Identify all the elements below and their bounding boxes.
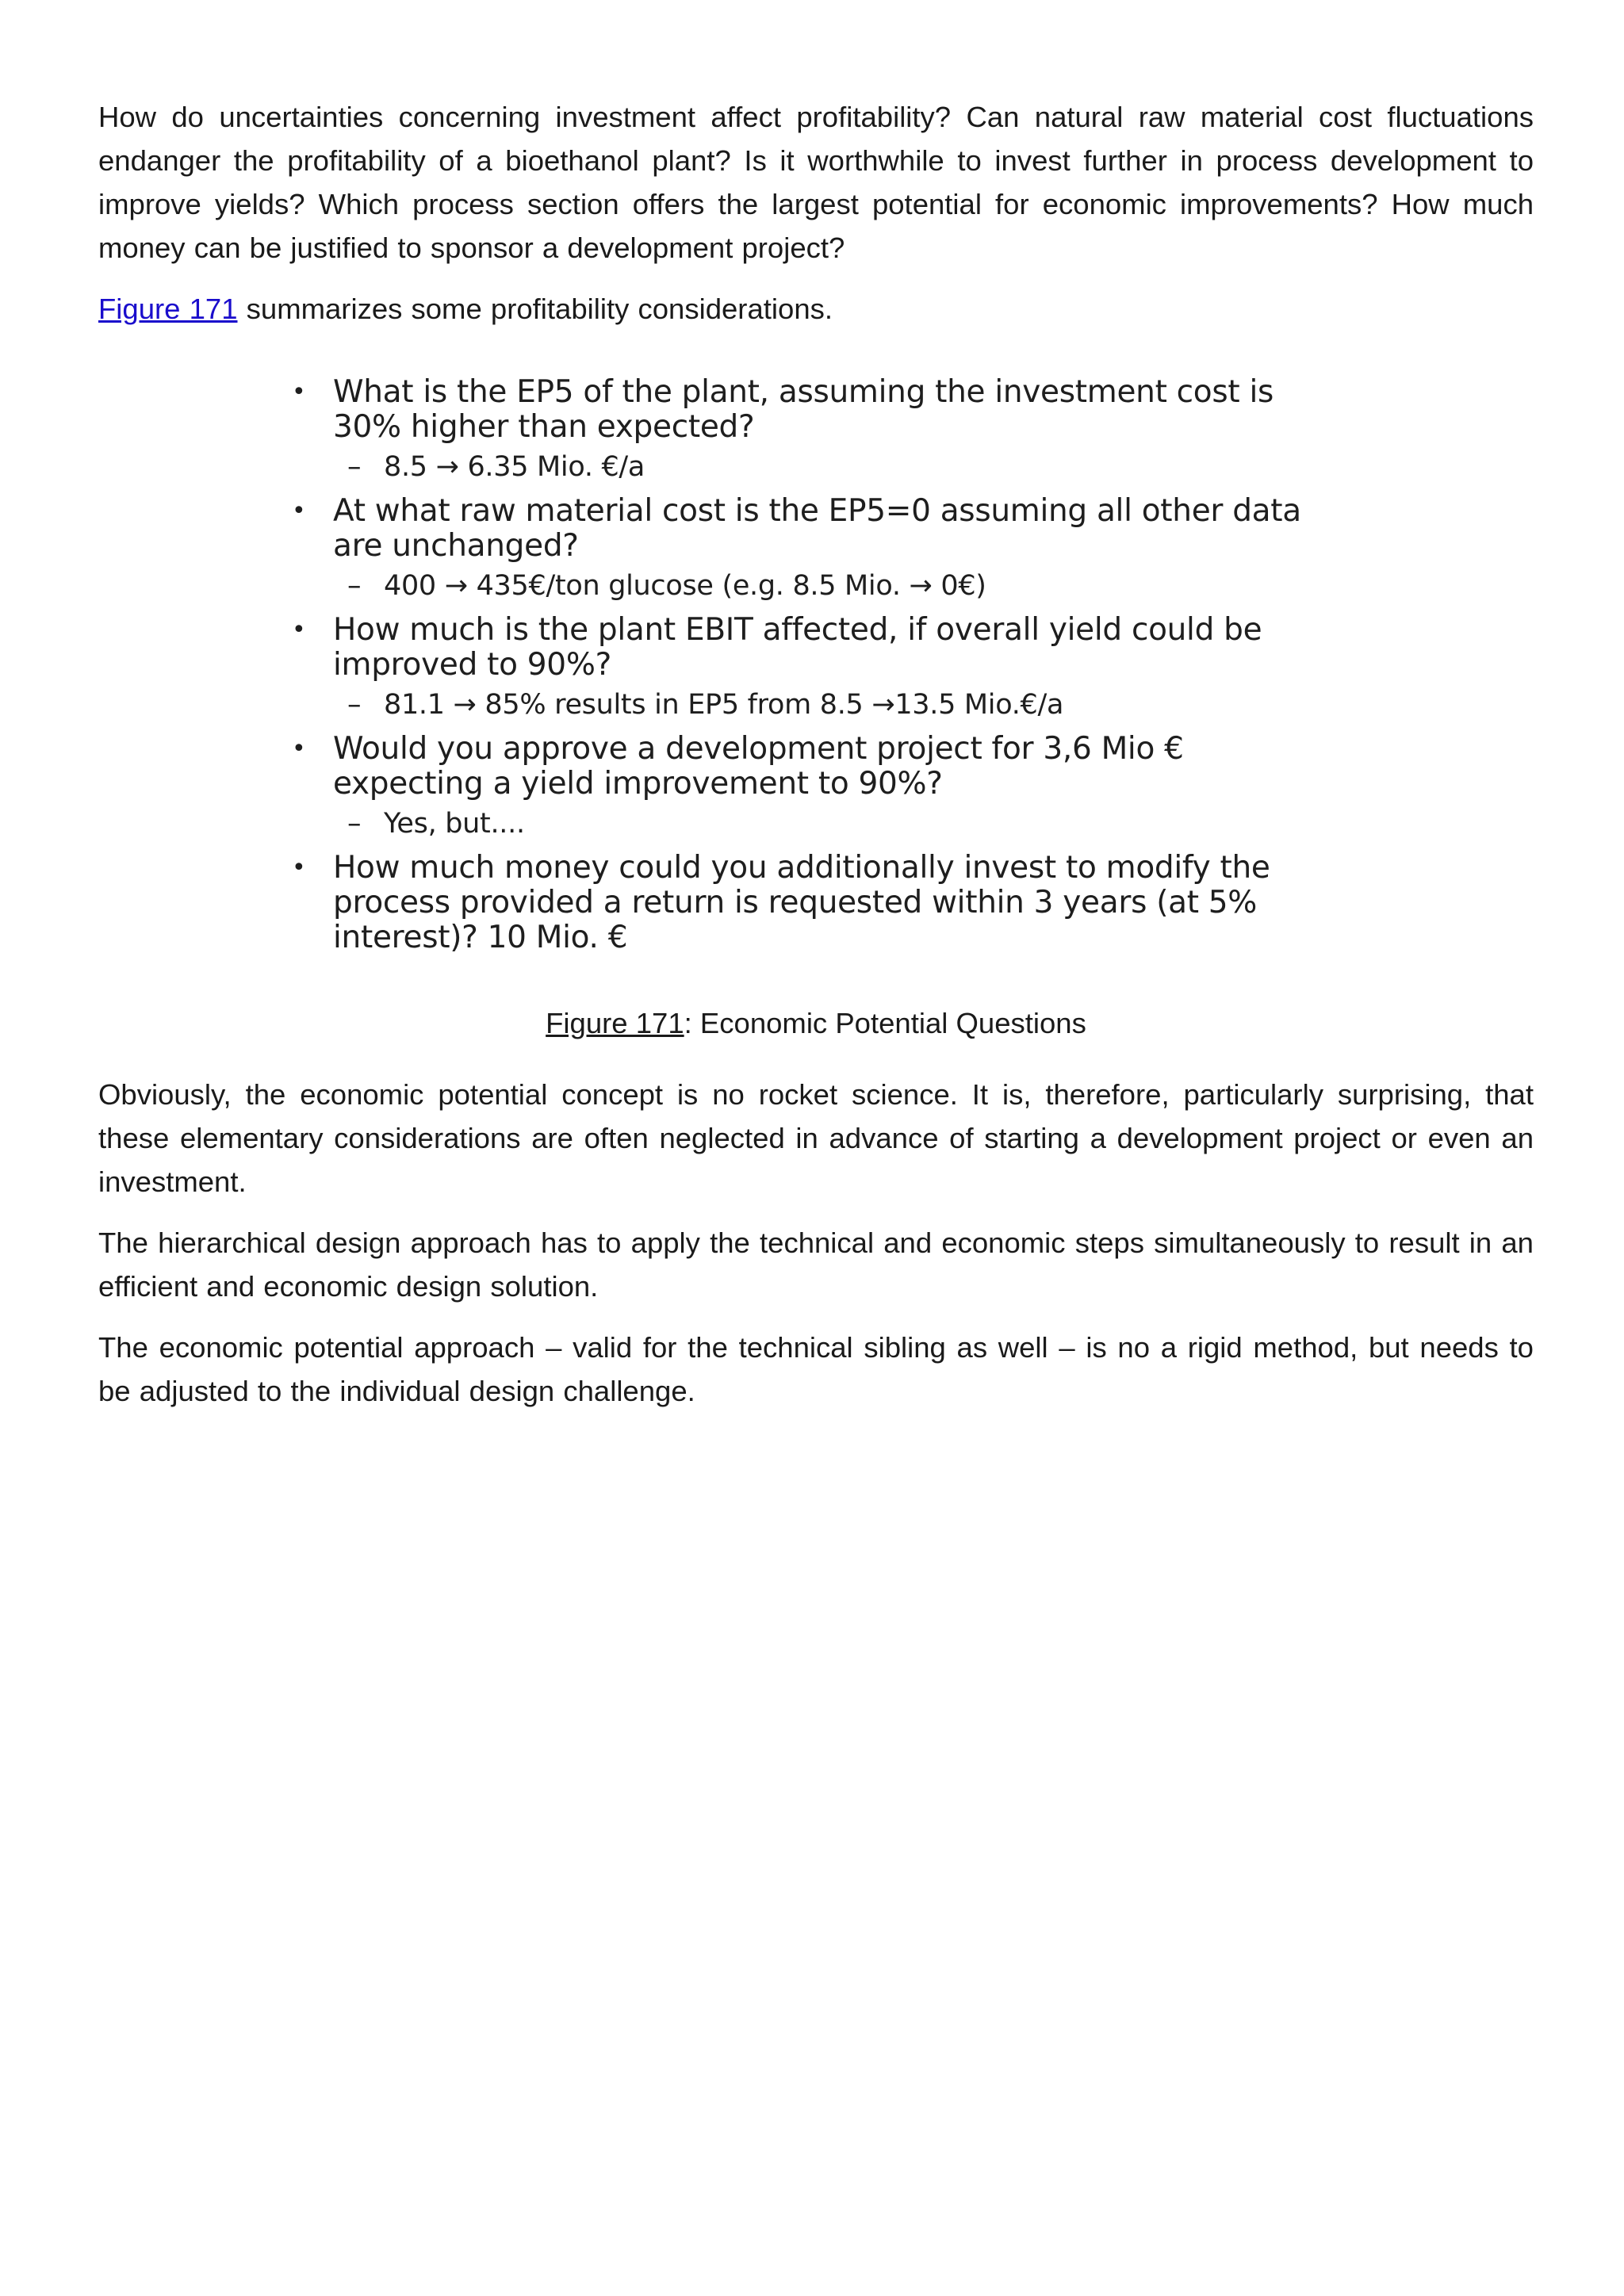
document-page <box>98 95 1534 1430</box>
figure-caption-text: : Economic Potential Questions <box>684 1007 1086 1039</box>
figure-question-5: • How much money could you additionally invest to modify the process provided a return is requested within 3 years (at 5% interest)? 10 Mio. € <box>292 850 1270 955</box>
dash-icon: – <box>347 689 362 721</box>
figure-question-1: • What is the EP5 of the plant, assuming the investment cost is 30% higher than expected? <box>292 374 1274 445</box>
figure-slide-image <box>287 375 1334 955</box>
dash-icon: – <box>347 808 362 840</box>
figure-question-3: • How much is the plant EBIT affected, if overall yield could be improved to 90%? <box>292 612 1262 683</box>
dash-icon: – <box>347 570 362 602</box>
bullet-icon: • <box>292 497 306 525</box>
intro-paragraph: How do uncertainties concerning investment affect profitability? Can natural raw material cost fluctuations endanger the profitability of a bioethanol plant? Is it worthwhile to invest further in process development to improve yields? Which process section offers the largest potential for economic improvements? How much money can be justified to sponsor a development project? <box>98 101 1534 264</box>
paragraph-rocket-science: Obviously, the economic potential concept is no rocket science. It is, therefore, particularly surprising, that these elementary considerations are often neglected in advance of starting a development project or even an investment. <box>98 1078 1534 1198</box>
figure-answer-2: – 400 → 435€/ton glucose (e.g. 8.5 Mio. → 0€) <box>347 570 986 602</box>
figure-answer-3: – 81.1 → 85% results in EP5 from 8.5 →13.5 Mio.€/a <box>347 689 1064 721</box>
figure-caption-ref: Figure 171 <box>546 1007 684 1039</box>
figure-171 <box>98 362 1534 1044</box>
figure-answer-1: – 8.5 → 6.35 Mio. €/a <box>347 451 645 483</box>
bullet-icon: • <box>292 616 306 644</box>
summary-paragraph <box>98 287 1534 331</box>
figure-question-4: • Would you approve a development project for 3,6 Mio € expecting a yield improvement to 90%? <box>292 731 1184 802</box>
paragraph-economic-potential: The economic potential approach – valid for the technical sibling as well – is no a rigid method, but needs to be adjusted to the individual design challenge. <box>98 1331 1534 1407</box>
figure-caption <box>98 1006 1534 1041</box>
figure-question-2: • At what raw material cost is the EP5=0 assuming all other data are unchanged? <box>292 493 1301 564</box>
bullet-icon: • <box>292 854 306 882</box>
body-after-figure <box>98 1073 1534 1413</box>
bullet-icon: • <box>292 735 306 763</box>
paragraph-hierarchical-design: The hierarchical design approach has to apply the technical and economic steps simultaneously to result in an efficient and economic design solution. <box>98 1226 1534 1303</box>
dash-icon: – <box>347 451 362 483</box>
figure-answer-4: – Yes, but.... <box>347 808 525 840</box>
figure-171-link[interactable]: Figure 171 <box>98 293 238 325</box>
bullet-icon: • <box>292 378 306 406</box>
summary-text: summarizes some profitability considerations. <box>237 293 833 325</box>
